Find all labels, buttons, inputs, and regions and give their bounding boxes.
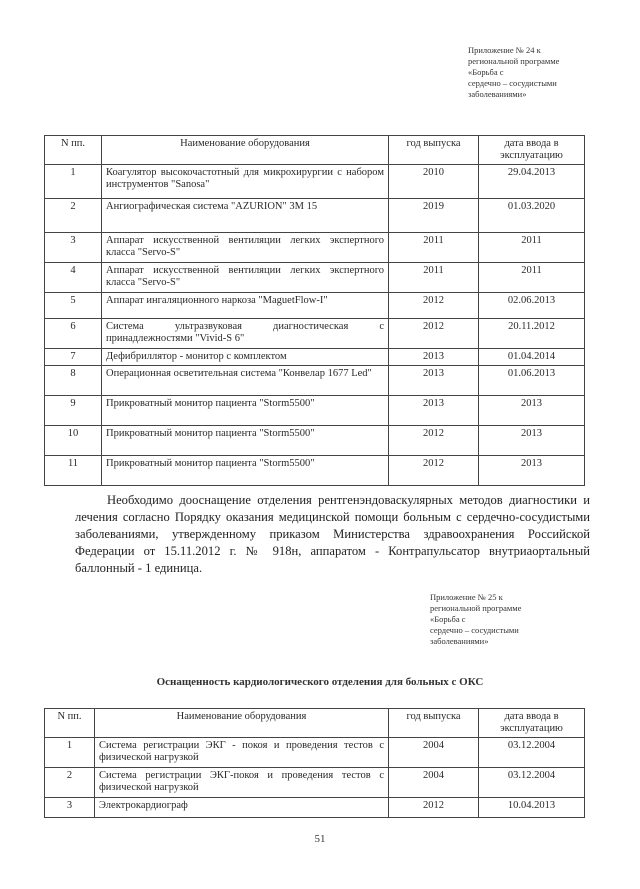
row-date: 29.04.2013 (479, 165, 585, 199)
row-num: 1 (45, 738, 95, 768)
page-number: 51 (314, 833, 326, 845)
row-date: 01.03.2020 (479, 199, 585, 233)
row-year: 2010 (389, 165, 479, 199)
row-year: 2011 (389, 233, 479, 263)
row-num: 7 (45, 349, 102, 366)
row-name: Аппарат искусственной вентиляции легких экспертного класса "Servo-S" (102, 233, 389, 263)
row-name: Прикроватный монитор пациента "Storm5500" (102, 456, 389, 486)
row-year: 2012 (389, 456, 479, 486)
row-name: Прикроватный монитор пациента "Storm5500" (102, 396, 389, 426)
col-header-num: N пп. (45, 136, 102, 165)
row-num: 2 (45, 768, 95, 798)
table-header-row (45, 136, 585, 165)
appendix-24-line: Приложение № 24 к (468, 45, 541, 55)
equipment-table-1 (44, 135, 585, 486)
appendix-25-line: «Борьба с (430, 614, 466, 624)
row-date: 10.04.2013 (479, 798, 585, 818)
appendix-24-line: заболеваниями» (468, 89, 527, 99)
row-date: 2011 (479, 263, 585, 293)
table-row (45, 349, 585, 366)
table-row (45, 263, 585, 293)
row-date: 02.06.2013 (479, 293, 585, 319)
row-date: 03.12.2004 (479, 738, 585, 768)
section-title: Оснащенность кардиологического отделения для больных с ОКС (156, 676, 484, 688)
appendix-25-line: региональной программе (430, 603, 522, 613)
table-row (45, 738, 585, 768)
appendix-25-note (430, 592, 521, 647)
row-date: 01.04.2014 (479, 349, 585, 366)
col-header-date: дата ввода в эксплуатацию (479, 136, 585, 165)
appendix-24-line: региональной программе (468, 56, 560, 66)
row-num: 6 (45, 319, 102, 349)
row-year: 2013 (389, 349, 479, 366)
table-header-row (45, 709, 585, 738)
row-name: Операционная осветительная система "Конвелар 1677 Led" (102, 366, 389, 396)
table-row (45, 319, 585, 349)
row-num: 11 (45, 456, 102, 486)
row-year: 2012 (389, 426, 479, 456)
row-num: 1 (45, 165, 102, 199)
row-num: 9 (45, 396, 102, 426)
col-header-name: Наименование оборудования (102, 136, 389, 165)
row-name: Аппарат искусственной вентиляции легких экспертного класса "Servo-S" (102, 263, 389, 293)
row-num: 3 (45, 798, 95, 818)
requirement-paragraph (75, 492, 590, 577)
row-name: Дефибриллятор - монитор с комплектом (102, 349, 389, 366)
col-header-date: дата ввода в эксплуатацию (479, 709, 585, 738)
row-year: 2013 (389, 366, 479, 396)
row-name: Система ультразвуковая диагностическая с принадлежностями "Vivid-S 6" (102, 319, 389, 349)
table-row (45, 165, 585, 199)
table-row (45, 798, 585, 818)
row-year: 2011 (389, 263, 479, 293)
row-date: 2013 (479, 426, 585, 456)
row-name: Система регистрации ЭКГ - покоя и проведения тестов с физической нагрузкой (95, 738, 389, 768)
row-year: 2004 (389, 768, 479, 798)
row-year: 2004 (389, 738, 479, 768)
row-date: 01.06.2013 (479, 366, 585, 396)
row-year: 2012 (389, 293, 479, 319)
col-header-year: год выпуска (389, 136, 479, 165)
row-date: 2011 (479, 233, 585, 263)
row-name: Коагулятор высокочастотный для микрохирургии с набором инструментов "Sanosa" (102, 165, 389, 199)
appendix-24-line: сердечно – сосудистыми (468, 78, 557, 88)
table-row (45, 233, 585, 263)
row-num: 5 (45, 293, 102, 319)
row-num: 2 (45, 199, 102, 233)
table-row (45, 396, 585, 426)
row-num: 3 (45, 233, 102, 263)
row-name: Аппарат ингаляционного наркоза "MaguetFlow-I" (102, 293, 389, 319)
row-year: 2012 (389, 798, 479, 818)
row-num: 4 (45, 263, 102, 293)
paragraph-text: Необходимо дооснащение отделения рентгенэндоваскулярных методов диагностики и лечения согласно Порядку оказания медицинской помощи больным с сердечно-сосудистыми заболеваниями, утвержденному приказом Министерства здравоохранения Российской Федерации от 15.11.2012 г. № 918н, аппаратом - Контрапульсатор внутриаортальный баллонный - 1 единица. (75, 493, 590, 575)
table-row (45, 426, 585, 456)
equipment-table-2 (44, 708, 585, 818)
row-date: 20.11.2012 (479, 319, 585, 349)
table-row (45, 293, 585, 319)
appendix-25-line: Приложение № 25 к (430, 592, 503, 602)
row-year: 2019 (389, 199, 479, 233)
row-num: 8 (45, 366, 102, 396)
row-year: 2012 (389, 319, 479, 349)
appendix-24-note (468, 45, 559, 100)
table-row (45, 366, 585, 396)
col-header-num: N пп. (45, 709, 95, 738)
table-row (45, 199, 585, 233)
appendix-24-line: «Борьба с (468, 67, 504, 77)
row-name: Ангиографическая система "AZURION" 3М 15 (102, 199, 389, 233)
row-year: 2013 (389, 396, 479, 426)
table-row (45, 456, 585, 486)
col-header-name: Наименование оборудования (95, 709, 389, 738)
row-date: 2013 (479, 456, 585, 486)
row-date: 03.12.2004 (479, 768, 585, 798)
row-name: Электрокардиограф (95, 798, 389, 818)
appendix-25-line: сердечно – сосудистыми (430, 625, 519, 635)
row-name: Система регистрации ЭКГ-покоя и проведения тестов с физической нагрузкой (95, 768, 389, 798)
row-name: Прикроватный монитор пациента "Storm5500" (102, 426, 389, 456)
row-date: 2013 (479, 396, 585, 426)
appendix-25-line: заболеваниями» (430, 636, 489, 646)
table-row (45, 768, 585, 798)
col-header-year: год выпуска (389, 709, 479, 738)
row-num: 10 (45, 426, 102, 456)
